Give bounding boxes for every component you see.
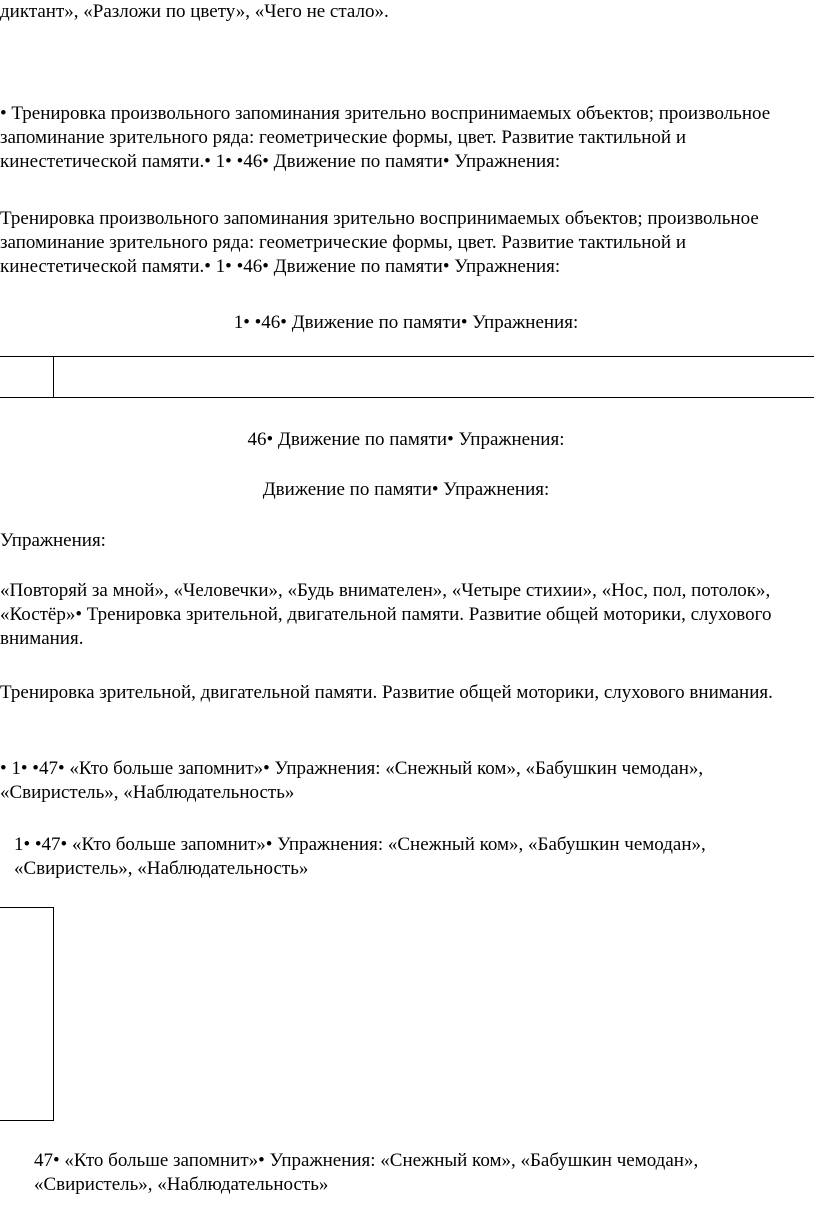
box-right-border <box>53 907 54 1121</box>
exercises-label: Упражнения: <box>0 530 106 551</box>
centered-line-1: 1• •46• Движение по памяти• Упражнения: <box>233 312 579 333</box>
bottom-47-paragraph: 47• «Кто больше запомнит»• Упражнения: «Снежный ком», «Бабушкин чемодан», «Свиристель», «Наблюдательность» <box>34 1150 699 1195</box>
table-top-border <box>0 356 814 357</box>
visual-motor-paragraph: Тренировка зрительной, двигательной памяти. Развитие общей моторики, слухового внимания. <box>0 682 773 703</box>
centered-line-3: Движение по памяти• Упражнения: <box>262 479 550 500</box>
box-top-border <box>0 907 54 908</box>
bullet-training-paragraph: • Тренировка произвольного запоминания зрительно воспринимаемых объектов; произвольное запоминание зрительного ряда: геометрические формы, цвет. Развитие тактильной и кинестетической памяти.• 1• •46• Движение по памяти• Упражнения: <box>0 103 771 172</box>
bullet-47-paragraph: • 1• •47• «Кто больше запомнит»• Упражнения: «Снежный ком», «Бабушкин чемодан», «Свиристель», «Наблюдательность» <box>0 758 704 803</box>
training-paragraph: Тренировка произвольного запоминания зрительно воспринимаемых объектов; произвольное запоминание зрительного ряда: геометрические формы, цвет. Развитие тактильной и кинестетической памяти.• 1• •46• Движение по памяти• Упражнения: <box>0 208 759 277</box>
indented-47-paragraph: 1• •47• «Кто больше запомнит»• Упражнения: «Снежный ком», «Бабушкин чемодан», «Свиристель», «Наблюдательность» <box>14 834 706 879</box>
games-paragraph: «Повторяй за мной», «Человечки», «Будь внимателен», «Четыре стихии», «Нос, пол, потолок», «Костёр»• Тренировка зрительной, двигательной памяти. Развитие общей моторики, слухового внимания. <box>0 580 772 649</box>
table-cell-divider <box>53 356 54 398</box>
table-bottom-border <box>0 397 814 398</box>
top-continuation-text: диктант», «Разложи по цвету», «Чего не стало». <box>0 1 389 22</box>
centered-line-2: 46• Движение по памяти• Упражнения: <box>247 429 565 450</box>
box-bottom-border <box>0 1120 54 1121</box>
